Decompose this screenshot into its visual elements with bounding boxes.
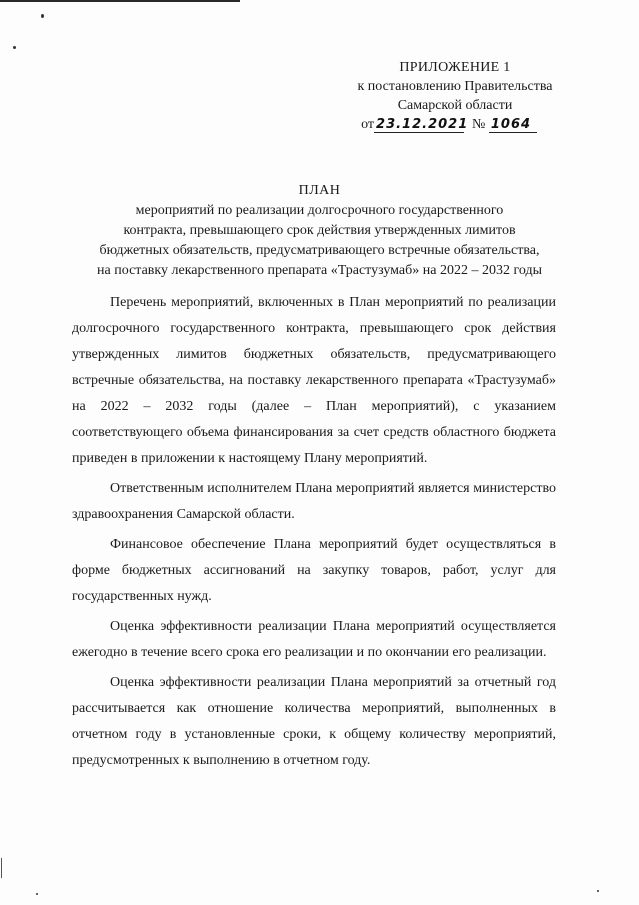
scan-artifact-line xyxy=(0,0,240,2)
scan-speck xyxy=(41,14,44,18)
number-label: № xyxy=(472,117,486,132)
scan-speck xyxy=(597,890,599,892)
handwritten-number: 1064 xyxy=(489,117,537,133)
scan-speck xyxy=(36,893,38,895)
plan-heading xyxy=(60,181,579,281)
from-label: от xyxy=(361,117,375,132)
scan-speck xyxy=(13,46,16,49)
plan-subtitle-line: бюджетных обязательств, предусматривающего встречные обязательства, xyxy=(99,243,540,258)
paragraph-evaluation: Оценка эффективности реализации Плана мероприятий осуществляется ежегодно в течение всего срока его реализации и по окончании его реализации. xyxy=(72,619,556,660)
resolution-line: к постановлению Правительства xyxy=(357,79,553,94)
scan-edge-mark xyxy=(1,858,2,878)
approval-stamp-block xyxy=(330,58,580,134)
plan-subtitle-line: мероприятий по реализации долгосрочного государственного xyxy=(135,203,504,218)
plan-subtitle-line: контракта, превышающего срок действия утвержденных лимитов xyxy=(123,223,516,238)
document-body xyxy=(72,290,556,778)
paragraph-responsible-executor: Ответственным исполнителем Плана мероприятий является министерство здравоохранения Самарской области. xyxy=(72,481,556,522)
handwritten-date: 23.12.2021 xyxy=(376,117,469,132)
appendix-title: ПРИЛОЖЕНИЕ 1 xyxy=(399,60,511,75)
plan-title: ПЛАН xyxy=(298,183,341,198)
paragraph-evaluation-method: Оценка эффективности реализации Плана мероприятий за отчетный год рассчитывается как отношение количества мероприятий, выполненных в отчетном году в установленные сроки, к общему количеству мероприятий, предусмотренных к выполнению в отчетном году. xyxy=(72,675,556,768)
date-number-line xyxy=(361,115,537,134)
paragraph-financing: Финансовое обеспечение Плана мероприятий будет осуществляться в форме бюджетных ассигнований на закупку товаров, работ, услуг для государственных нужд. xyxy=(72,537,556,604)
region-line: Самарской области xyxy=(397,98,513,113)
plan-subtitle-line: на поставку лекарственного препарата «Трастузумаб» на 2022 – 2032 годы xyxy=(97,263,542,278)
paragraph-list-of-measures: Перечень мероприятий, включенных в План мероприятий по реализации долгосрочного государственного контракта, превышающего срок действия утвержденных лимитов бюджетных обязательств, предусматривающего встречные обязательства, на поставку лекарственного препарата «Трастузумаб» на 2022 – 2032 годы (далее – План мероприятий), с указанием соответствующего объема финансирования за счет средств областного бюджета приведен в приложении к настоящему Плану мероприятий. xyxy=(72,295,556,466)
